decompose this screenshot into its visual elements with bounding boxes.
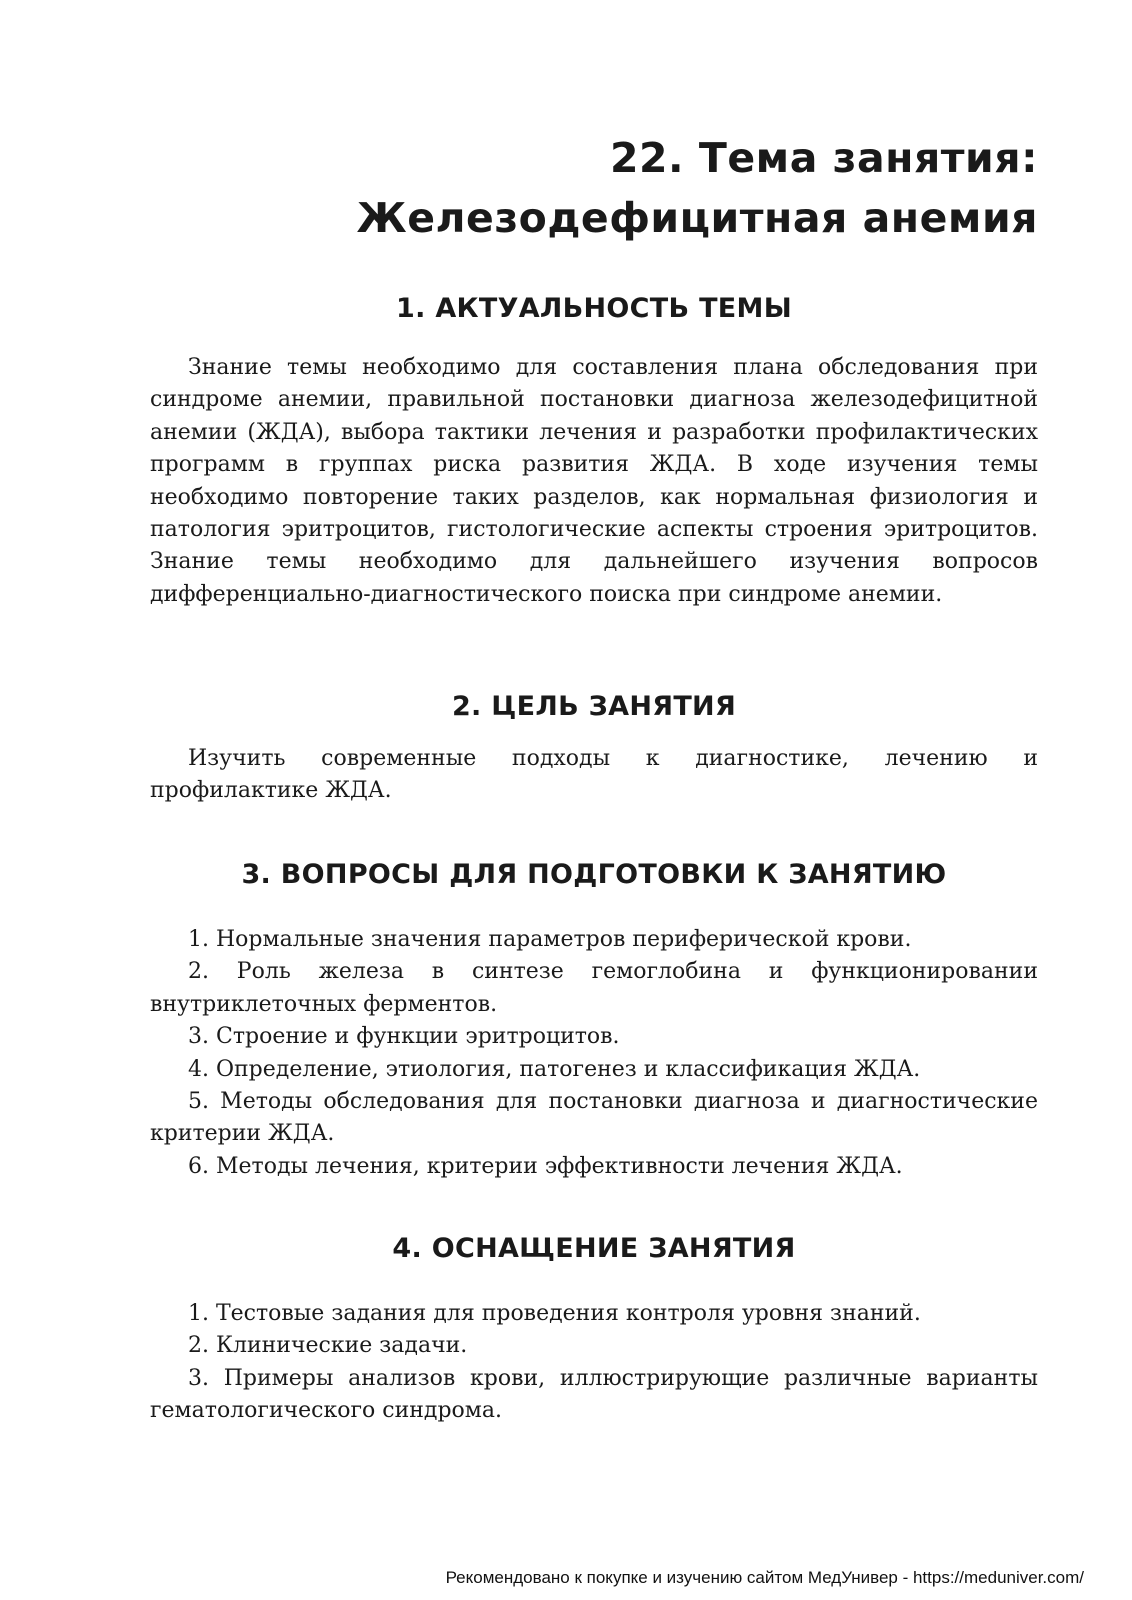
section-heading-relevance: 1. АКТУАЛЬНОСТЬ ТЕМЫ xyxy=(395,293,792,324)
document-page xyxy=(150,0,1038,1600)
list-item: 1. Нормальные значения параметров периферической крови. xyxy=(188,927,912,952)
goal-paragraph: Изучить современные подходы к диагностике, лечению и профилактике ЖДА. xyxy=(150,746,1038,804)
list-item: 3. Строение и функции эритроцитов. xyxy=(188,1024,620,1050)
list-item: 2. Роль железа в синтезе гемоглобина и функционировании внутриклеточных ферментов. xyxy=(150,959,1038,1017)
questions-list xyxy=(150,924,1038,1183)
chapter-title-line-1: 22. Тема занятия: xyxy=(610,134,1038,182)
chapter-title xyxy=(278,128,1038,248)
relevance-paragraph: Знание темы необходимо для составления плана обследования при синдроме анемии, правильной постановки диагноза железодефицитной анемии (ЖДА), выбора тактики лечения и разработки профилактических программ в группах риска развития ЖДА. В ходе изучения темы необходимо повторение таких разделов, как нормальная физиология и патология эритроцитов, гистологические аспекты строения эритроцитов. Знание темы необходимо для дальнейшего изучения вопросов дифференциально-диагностического поиска при синдроме анемии. xyxy=(150,355,1038,607)
list-item: 1. Тестовые задания для проведения контроля уровня знаний. xyxy=(188,1301,921,1326)
list-item: 5. Методы обследования для постановки диагноза и диагностические критерии ЖДА. xyxy=(150,1089,1038,1147)
section-heading-questions: 3. ВОПРОСЫ ДЛЯ ПОДГОТОВКИ К ЗАНЯТИЮ xyxy=(241,859,947,890)
list-item: 3. Примеры анализов крови, иллюстрирующие различные варианты гематологического синдрома. xyxy=(150,1365,1038,1424)
list-item: 4. Определение, этиология, патогенез и классификация ЖДА. xyxy=(188,1056,921,1082)
chapter-title-line-2: Железодефицитная анемия xyxy=(356,194,1038,242)
equipment-list xyxy=(150,1298,1038,1428)
list-item: 2. Клинические задачи. xyxy=(188,1333,468,1359)
footer-recommendation: Рекомендовано к покупке и изучению сайтом МедУнивер - https://meduniver.com/ xyxy=(445,1568,1084,1587)
list-item: 6. Методы лечения, критерии эффективности лечения ЖДА. xyxy=(188,1153,903,1179)
section-heading-goal: 2. ЦЕЛЬ ЗАНЯТИЯ xyxy=(451,691,737,722)
section-heading-equipment: 4. ОСНАЩЕНИЕ ЗАНЯТИЯ xyxy=(392,1233,796,1264)
